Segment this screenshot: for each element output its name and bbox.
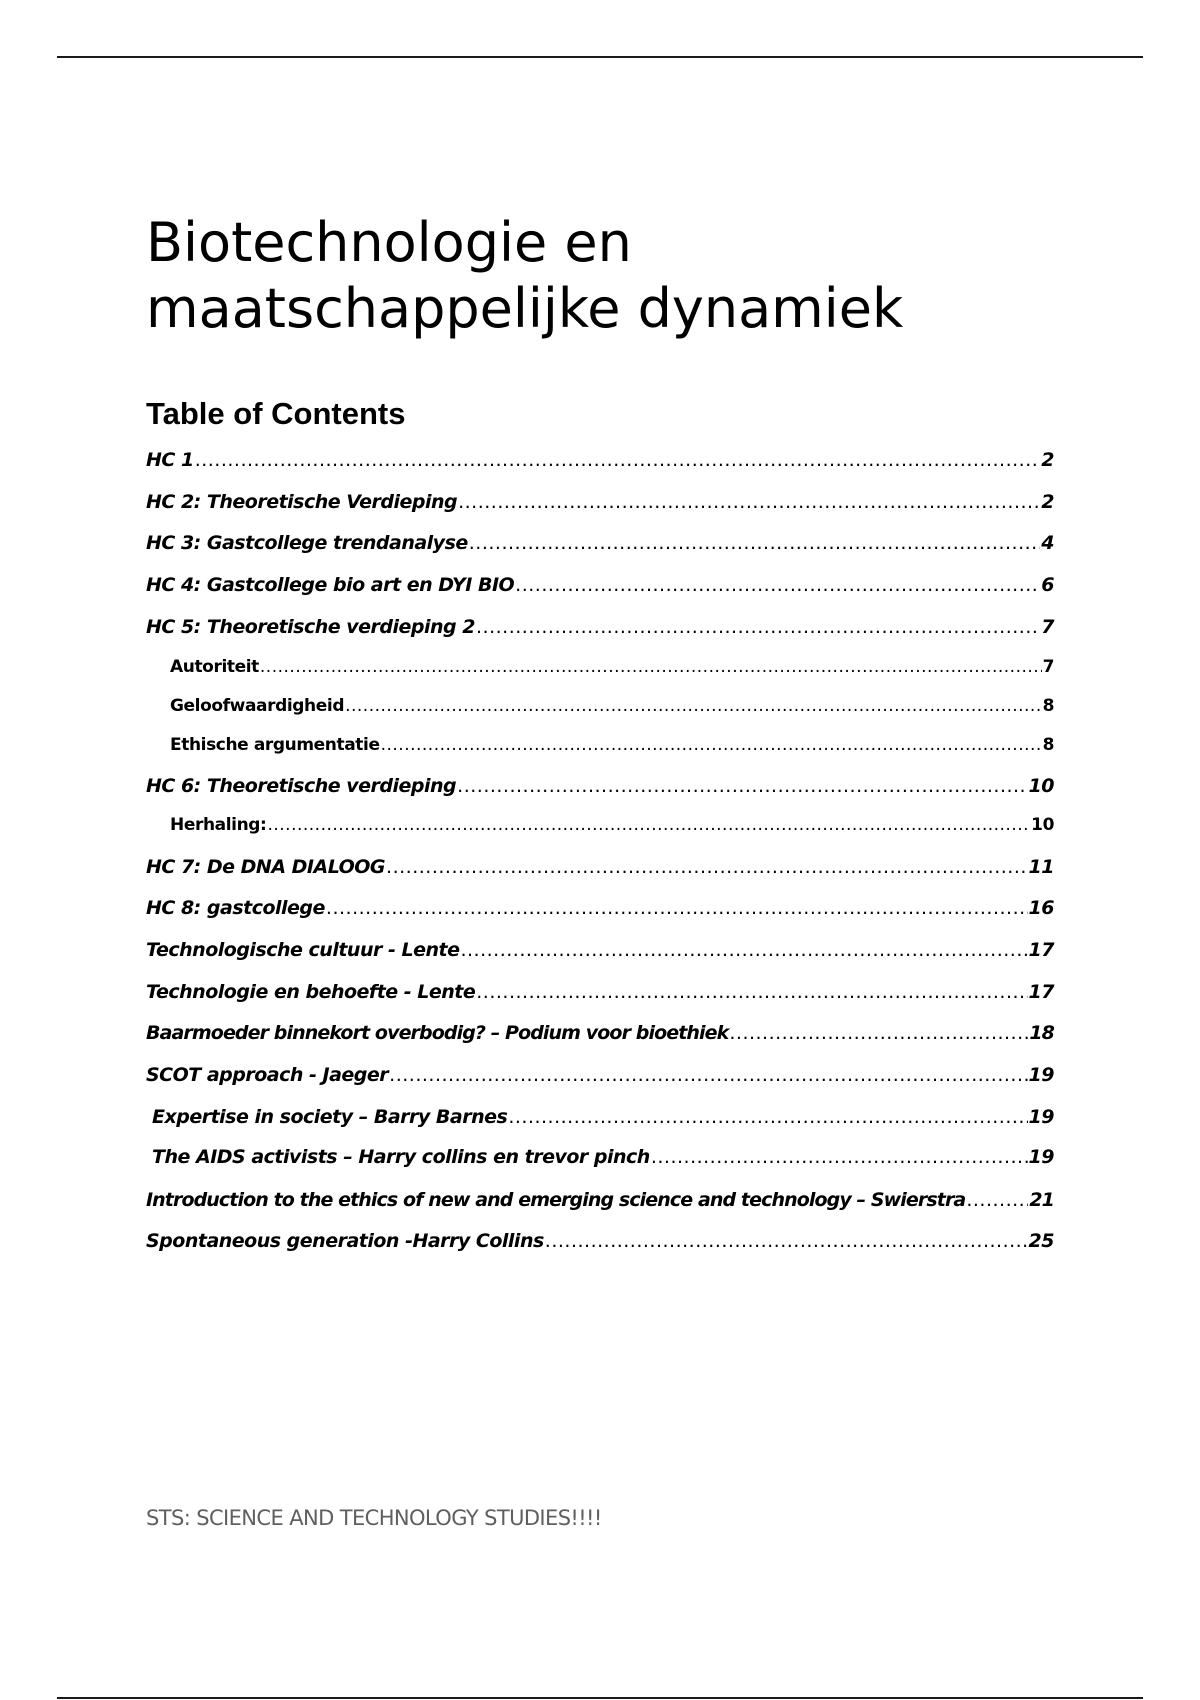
toc-leader-dots <box>515 574 1040 596</box>
toc-entry-page: 19 <box>1028 1106 1054 1128</box>
toc-entry-label: SCOT approach - Jaeger <box>146 1064 389 1086</box>
toc-entry-label: Technologische cultuur - Lente <box>146 939 460 961</box>
toc-entry-autoriteit[interactable] <box>170 657 1054 677</box>
toc-entry-label: HC 1 <box>146 449 194 471</box>
toc-entry-scot-approach[interactable] <box>146 1064 1054 1086</box>
toc-leader-dots <box>386 856 1028 878</box>
toc-leader-dots <box>966 1189 1028 1211</box>
toc-leader-dots <box>260 657 1042 677</box>
toc-leader-dots <box>457 775 1027 797</box>
toc-entry-ethische-argumentatie[interactable] <box>170 735 1054 755</box>
toc-heading: Table of Contents <box>146 396 406 431</box>
toc-entry-page: 10 <box>1031 815 1054 835</box>
toc-entry-page: 16 <box>1028 897 1054 919</box>
toc-entry-hc2[interactable] <box>146 491 1054 513</box>
toc-entry-page: 18 <box>1029 1022 1054 1044</box>
toc-entry-label: HC 8: gastcollege <box>146 897 325 919</box>
toc-entry-label: Spontaneous generation -Harry Collins <box>146 1230 544 1252</box>
toc-entry-label: Baarmoeder binnekort overbodig? – Podium voor bioethiek <box>146 1022 729 1044</box>
toc-entry-hc8[interactable] <box>146 897 1054 919</box>
toc-entry-herhaling[interactable] <box>170 815 1054 835</box>
toc-leader-dots <box>651 1146 1028 1168</box>
toc-entry-page: 8 <box>1042 696 1054 716</box>
toc-entry-hc6[interactable] <box>146 775 1054 797</box>
toc-leader-dots <box>381 735 1042 755</box>
toc-entry-label: Technologie en behoefte - Lente <box>146 981 476 1003</box>
toc-leader-dots <box>476 616 1040 638</box>
toc-entry-ethics-introduction[interactable] <box>146 1189 1054 1211</box>
toc-entry-page: 8 <box>1042 735 1054 755</box>
toc-entry-page: 19 <box>1028 1146 1054 1168</box>
toc-entry-geloofwaardigheid[interactable] <box>170 696 1054 716</box>
document-title: Biotechnologie en maatschappelijke dynamiek <box>146 211 904 340</box>
toc-leader-dots <box>545 1230 1028 1252</box>
toc-leader-dots <box>476 981 1027 1003</box>
toc-entry-label: Geloofwaardigheid <box>170 696 345 716</box>
toc-entry-label: HC 2: Theoretische Verdieping <box>146 491 458 513</box>
toc-entry-page: 2 <box>1041 491 1054 513</box>
toc-entry-page: 7 <box>1042 657 1054 677</box>
toc-entry-label: Autoriteit <box>170 657 259 677</box>
toc-entry-label: HC 4: Gastcollege bio art en DYI BIO <box>146 574 515 596</box>
toc-entry-label: Introduction to the ethics of new and emerging science and technology – Swierstra <box>146 1189 966 1211</box>
toc-leader-dots <box>389 1064 1027 1086</box>
toc-entry-page: 21 <box>1029 1189 1054 1211</box>
toc-leader-dots <box>729 1022 1028 1044</box>
bottom-rule <box>57 1697 1143 1699</box>
toc-entry-page: 4 <box>1041 532 1054 554</box>
toc-entry-spontaneous-generation[interactable] <box>146 1230 1054 1252</box>
toc-entry-hc3[interactable] <box>146 532 1054 554</box>
toc-entry-page: 6 <box>1041 574 1054 596</box>
toc-entry-technologie-en-behoefte[interactable] <box>146 981 1054 1003</box>
toc-leader-dots <box>267 815 1030 835</box>
toc-entry-label: HC 7: De DNA DIALOOG <box>146 856 386 878</box>
toc-entry-page: 11 <box>1028 856 1054 878</box>
toc-entry-hc1[interactable] <box>146 449 1054 471</box>
toc-leader-dots <box>469 532 1041 554</box>
toc-leader-dots <box>458 491 1040 513</box>
toc-entry-page: 25 <box>1028 1230 1054 1252</box>
toc-leader-dots <box>326 897 1028 919</box>
toc-entry-page: 7 <box>1041 616 1054 638</box>
toc-entry-hc5[interactable] <box>146 616 1054 638</box>
toc-leader-dots <box>345 696 1041 716</box>
toc-entry-label: Ethische argumentatie <box>170 735 380 755</box>
toc-entry-label: HC 5: Theoretische verdieping 2 <box>146 616 475 638</box>
toc-entry-page: 10 <box>1028 775 1054 797</box>
toc-entry-label: HC 3: Gastcollege trendanalyse <box>146 532 468 554</box>
toc-leader-dots <box>460 939 1027 961</box>
toc-entry-expertise-in-society[interactable] <box>152 1106 1054 1128</box>
toc-entry-label: The AIDS activists – Harry collins en trevor pinch <box>152 1146 650 1168</box>
toc-entry-aids-activists[interactable] <box>152 1146 1054 1168</box>
toc-entry-label: HC 6: Theoretische verdieping <box>146 775 457 797</box>
toc-entry-page: 19 <box>1028 1064 1054 1086</box>
toc-entry-label: Herhaling: <box>170 815 267 835</box>
toc-entry-baarmoeder[interactable] <box>146 1022 1054 1044</box>
footer-note: STS: SCIENCE AND TECHNOLOGY STUDIES!!!! <box>146 1506 602 1530</box>
toc-entry-page: 2 <box>1041 449 1054 471</box>
toc-entry-technologische-cultuur[interactable] <box>146 939 1054 961</box>
toc-entry-hc4[interactable] <box>146 574 1054 596</box>
toc-entry-page: 17 <box>1028 939 1054 961</box>
toc-leader-dots <box>508 1106 1027 1128</box>
toc-entry-label: Expertise in society – Barry Barnes <box>152 1106 508 1128</box>
toc-entry-hc7[interactable] <box>146 856 1054 878</box>
toc-entry-page: 17 <box>1028 981 1054 1003</box>
toc-leader-dots <box>195 449 1041 471</box>
